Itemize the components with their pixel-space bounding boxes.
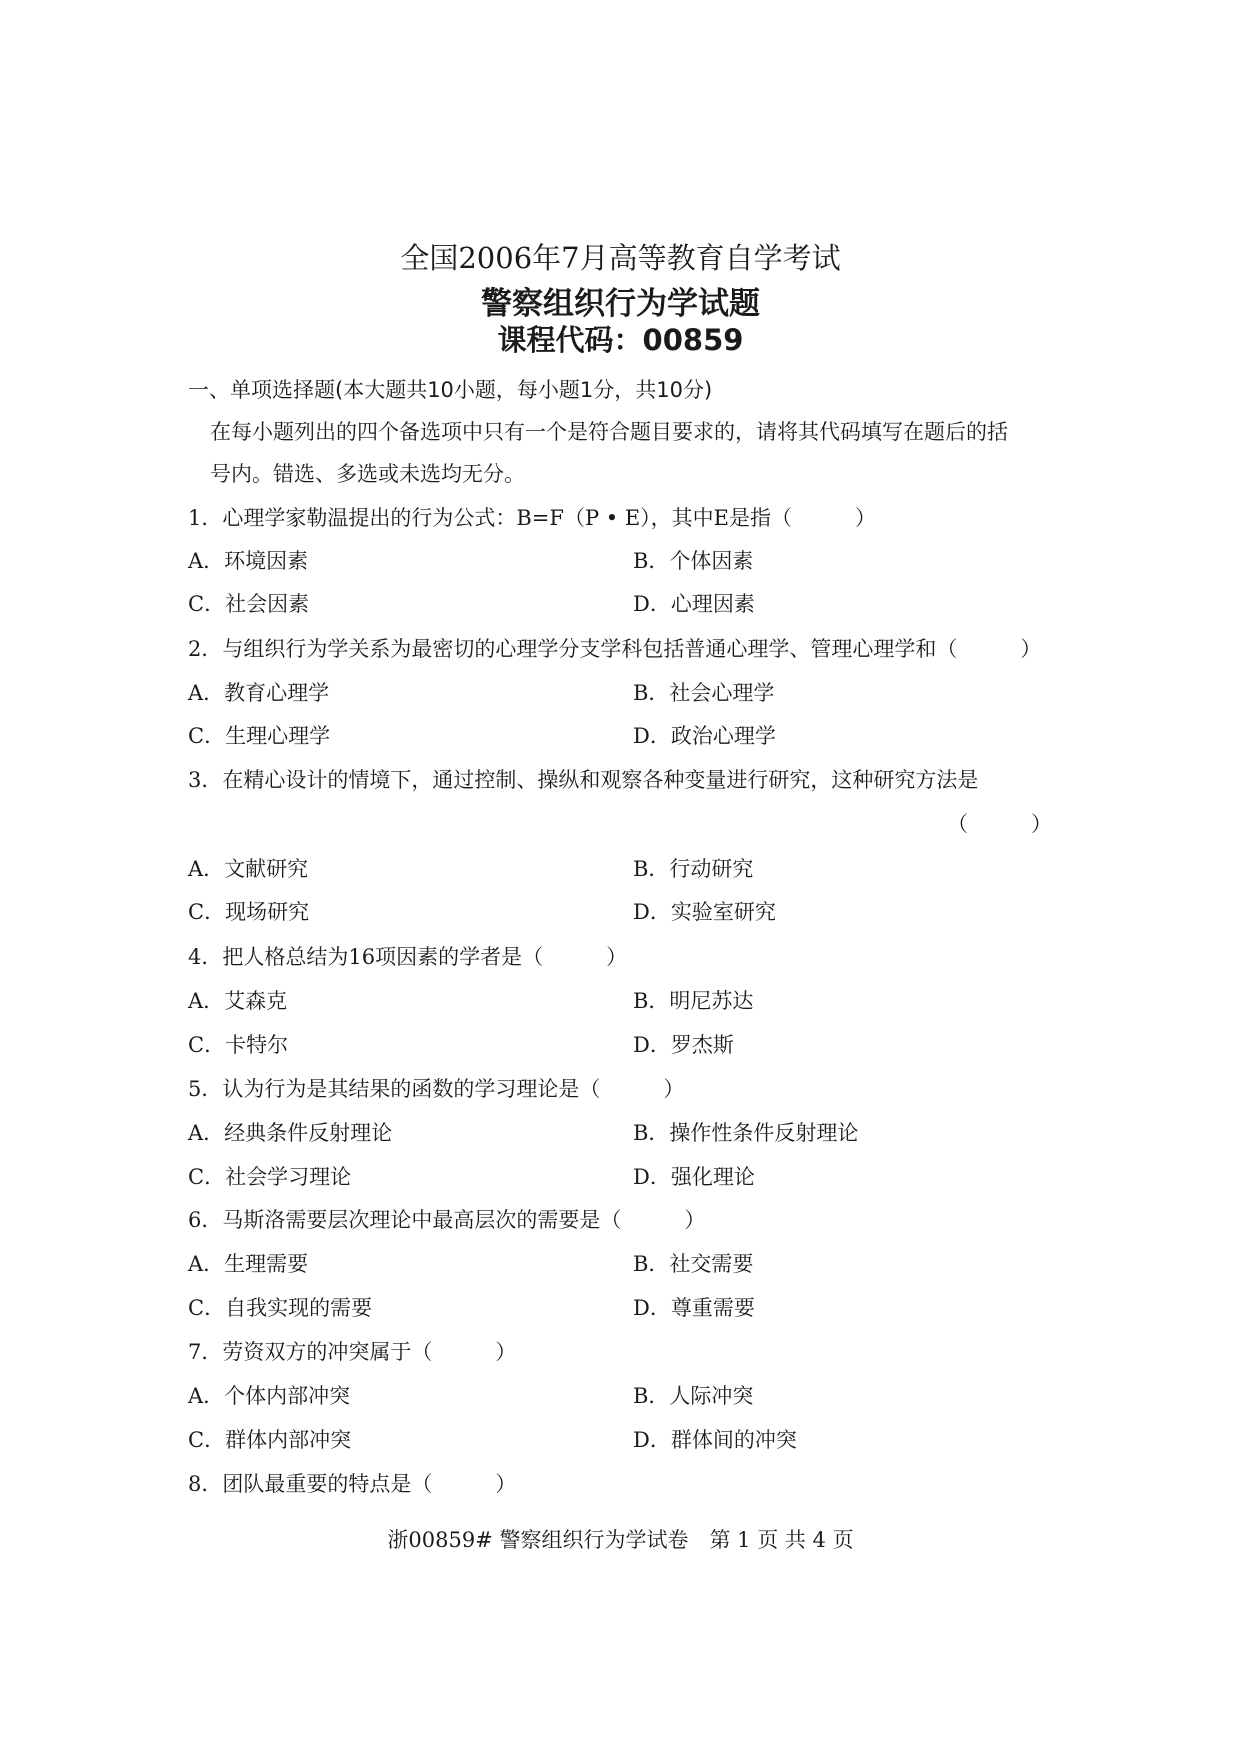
page-footer: 浙00859# 警察组织行为学试卷 第 1 页 共 4 页 bbox=[387, 1528, 854, 1552]
question-6-option-b: B．社交需要 bbox=[633, 1252, 754, 1276]
question-7-option-b: B．人际冲突 bbox=[633, 1384, 754, 1408]
question-5-option-c: C．社会学习理论 bbox=[188, 1165, 352, 1189]
question-2-option-b: B．社会心理学 bbox=[633, 681, 775, 705]
question-7-option-d: D．群体间的冲突 bbox=[633, 1428, 797, 1452]
question-2-option-d: D．政治心理学 bbox=[633, 724, 776, 748]
question-6-option-d: D．尊重需要 bbox=[633, 1296, 755, 1320]
question-5-stem: 5．认为行为是其结果的函数的学习理论是（ ） bbox=[188, 1077, 685, 1101]
question-2-option-c: C．生理心理学 bbox=[188, 724, 331, 748]
question-3-option-c: C．现场研究 bbox=[188, 900, 310, 924]
question-1-stem: 1．心理学家勒温提出的行为公式：B=F（P • E），其中E是指（ ） bbox=[188, 506, 876, 530]
question-6-option-a: A．生理需要 bbox=[188, 1252, 309, 1276]
question-3-option-b: B．行动研究 bbox=[633, 857, 754, 881]
question-3-option-d: D．实验室研究 bbox=[633, 900, 776, 924]
question-1-option-d: D．心理因素 bbox=[633, 592, 755, 616]
question-3-answer-blank: （ ） bbox=[947, 812, 1052, 836]
question-5-option-a: A．经典条件反射理论 bbox=[188, 1121, 393, 1145]
question-4-stem: 4．把人格总结为16项因素的学者是（ ） bbox=[188, 945, 628, 969]
question-1-option-b: B．个体因素 bbox=[633, 549, 754, 573]
subject-title: 警察组织行为学试题 bbox=[481, 286, 760, 322]
course-code: 课程代码：00859 bbox=[497, 323, 744, 357]
question-4-option-b: B．明尼苏达 bbox=[633, 989, 754, 1013]
section-instruction-line-2: 号内。错选、多选或未选均无分。 bbox=[210, 462, 525, 486]
question-5-option-d: D．强化理论 bbox=[633, 1165, 755, 1189]
exam-title: 全国2006年7月高等教育自学考试 bbox=[400, 241, 841, 275]
question-4-option-c: C．卡特尔 bbox=[188, 1033, 289, 1057]
question-7-option-c: C．群体内部冲突 bbox=[188, 1428, 352, 1452]
question-8-stem: 8．团队最重要的特点是（ ） bbox=[188, 1472, 517, 1496]
question-4-option-d: D．罗杰斯 bbox=[633, 1033, 734, 1057]
question-2-stem: 2．与组织行为学关系为最密切的心理学分支学科包括普通心理学、管理心理学和（ ） bbox=[188, 637, 1042, 661]
question-6-stem: 6．马斯洛需要层次理论中最高层次的需要是（ ） bbox=[188, 1208, 706, 1232]
question-3-stem: 3．在精心设计的情境下，通过控制、操纵和观察各种变量进行研究，这种研究方法是 bbox=[188, 768, 979, 792]
question-1-option-a: A．环境因素 bbox=[188, 549, 309, 573]
question-1-option-c: C．社会因素 bbox=[188, 592, 310, 616]
question-2-option-a: A．教育心理学 bbox=[188, 681, 330, 705]
question-7-stem: 7．劳资双方的冲突属于（ ） bbox=[188, 1340, 517, 1364]
question-6-option-c: C．自我实现的需要 bbox=[188, 1296, 373, 1320]
section-heading: 一、单项选择题(本大题共10小题，每小题1分，共10分) bbox=[188, 378, 713, 402]
question-3-option-a: A．文献研究 bbox=[188, 857, 309, 881]
question-5-option-b: B．操作性条件反射理论 bbox=[633, 1121, 859, 1145]
section-instruction-line-1: 在每小题列出的四个备选项中只有一个是符合题目要求的，请将其代码填写在题后的括 bbox=[210, 420, 1008, 444]
question-4-option-a: A．艾森克 bbox=[188, 989, 288, 1013]
question-7-option-a: A．个体内部冲突 bbox=[188, 1384, 351, 1408]
